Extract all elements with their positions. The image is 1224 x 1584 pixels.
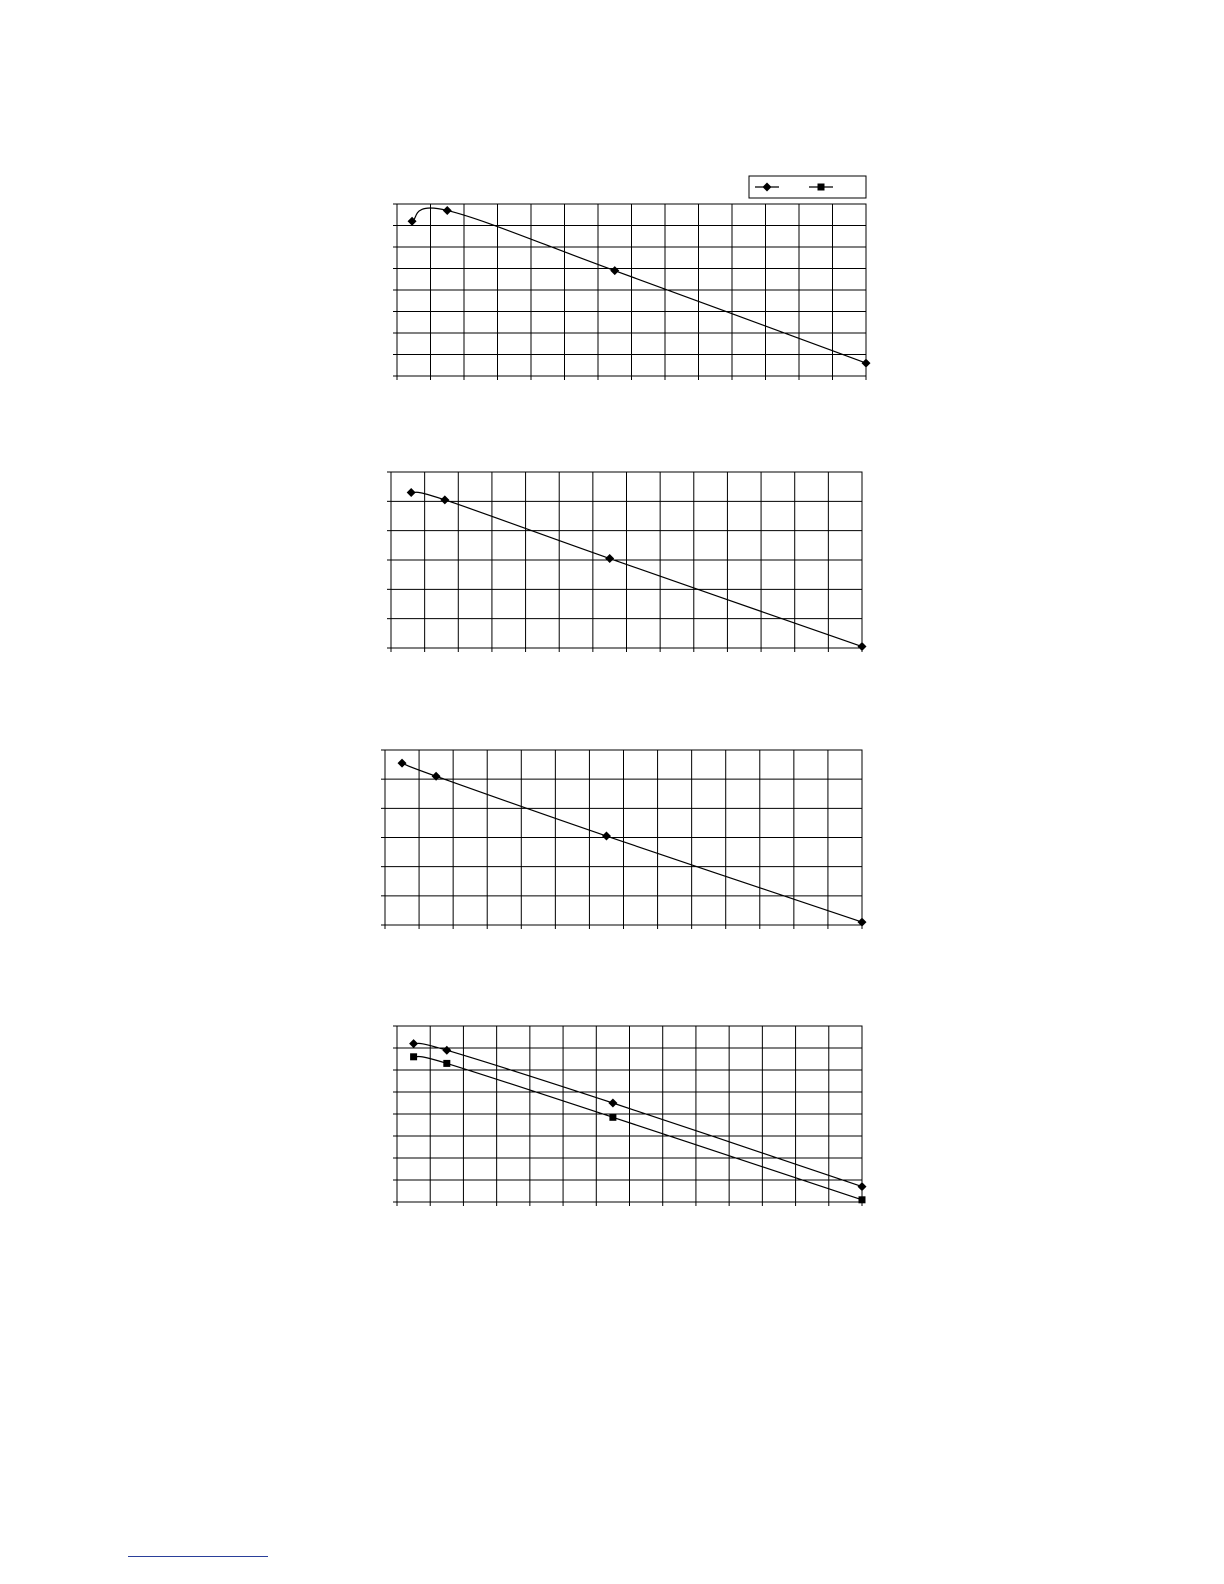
chart-legend (749, 176, 866, 198)
chart-1 (393, 176, 871, 380)
footnote-separator-line (128, 1556, 268, 1557)
series-2-point (443, 1060, 450, 1067)
chart-2 (387, 472, 867, 652)
chart-3 (381, 750, 867, 929)
series-2-point (609, 1114, 616, 1121)
series-2-point (410, 1053, 417, 1060)
series-2-point (859, 1196, 866, 1203)
legend-square-marker (818, 184, 825, 191)
chart-4 (393, 1026, 867, 1206)
